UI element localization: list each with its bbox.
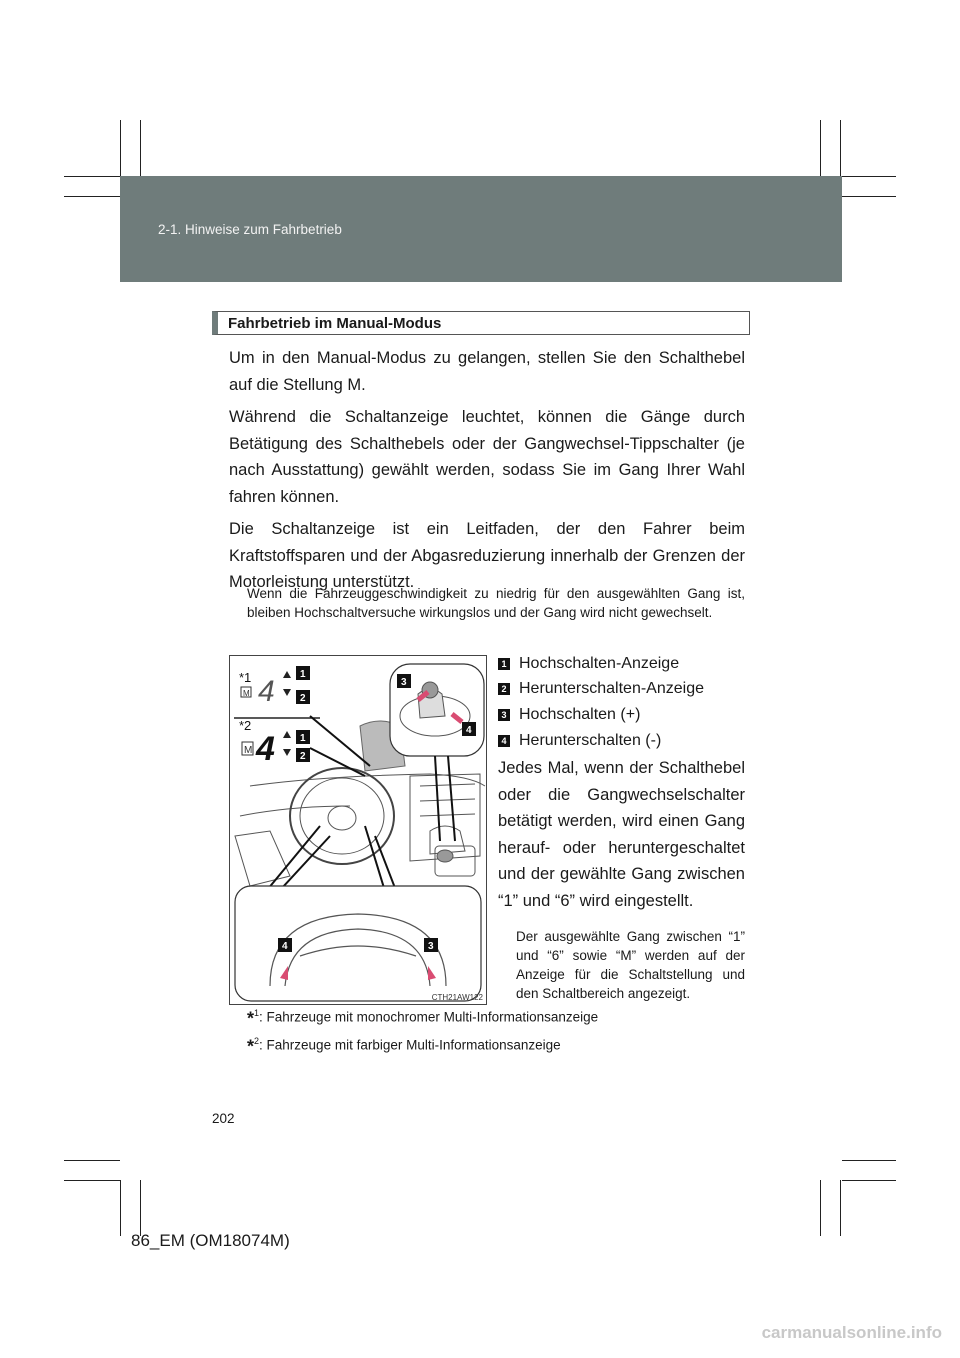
- section-header-band: [120, 176, 842, 282]
- shift-description: Jedes Mal, wenn der Schalthebel oder die Gangwechselschalter betätigt werden, wird einen Gang herauf- oder heruntergeschaltet und der gewählte Gang zwischen “1” und “6” wird eingestellt.: [498, 759, 745, 910]
- crop-mark: [64, 1160, 120, 1161]
- subsection-heading: [212, 311, 750, 335]
- callout-2-label: 2: [300, 693, 306, 704]
- watermark: carmanualsonline.info: [761, 1323, 942, 1342]
- callout-2-label: 2: [300, 751, 306, 762]
- footnote-sup: 1: [254, 1008, 260, 1018]
- callout-3-label: 3: [401, 677, 407, 688]
- callout-1-label: 1: [300, 733, 306, 744]
- footnote-symbol: *: [247, 1036, 255, 1057]
- footnote-text: : Fahrzeuge mit farbiger Multi-Informationsanzeige: [259, 1037, 561, 1053]
- crop-mark: [120, 120, 121, 176]
- legend-badge: 2: [498, 683, 510, 695]
- footnote-text: : Fahrzeuge mit monochromer Multi-Informationsanzeige: [259, 1009, 599, 1025]
- crop-mark: [840, 120, 841, 176]
- figure-code: CTH21AW122: [431, 993, 483, 1002]
- crop-mark: [64, 196, 120, 197]
- crop-mark: [120, 1180, 121, 1236]
- crop-mark: [140, 120, 141, 176]
- star-label-1: *1: [239, 670, 252, 685]
- crop-mark: [842, 1180, 896, 1181]
- shift-illustration: [229, 655, 487, 1005]
- legend-badge: 3: [498, 709, 510, 721]
- legend-item-1: [498, 652, 679, 676]
- footnote-1: [247, 1008, 598, 1030]
- legend-label: Hochschalten-Anzeige: [519, 655, 680, 672]
- section-title: 2-1. Hinweise zum Fahrbetrieb: [158, 222, 342, 237]
- crop-mark: [64, 1180, 120, 1181]
- legend-item-3: [498, 703, 640, 727]
- footnote-symbol: *: [247, 1008, 255, 1029]
- mode-label-color: M: [244, 745, 253, 756]
- page-number: 202: [212, 1111, 235, 1126]
- star-label-2: *2: [239, 718, 252, 733]
- crop-mark: [840, 1180, 841, 1236]
- paragraph-3: Die Schaltanzeige ist ein Leitfaden, der den Fahrer beim Kraftstoffsparen und der Abgasreduzierung innerhalb der Grenzen der Motorleistung unterstützt.: [229, 520, 745, 591]
- footnote-2: [247, 1036, 561, 1058]
- crop-mark: [140, 1180, 141, 1236]
- callout-4-label: 4: [282, 941, 288, 952]
- illustration-drawing: [230, 656, 487, 1005]
- gear-digit-color: 4: [256, 730, 275, 768]
- crop-mark: [842, 196, 896, 197]
- shift-display-note: Der ausgewählte Gang zwischen “1” und “6” sowie “M” werden auf der Anzeige für die Schaltstellung und den Schaltbereich angezeigt.: [516, 929, 745, 1001]
- heading-text: Fahrbetrieb im Manual-Modus: [228, 315, 442, 332]
- callout-1-label: 1: [300, 669, 306, 680]
- document-code: 86_EM (OM18074M): [131, 1231, 290, 1250]
- crop-mark: [820, 120, 821, 176]
- legend-badge: 1: [498, 658, 510, 670]
- gear-digit-mono: 4: [258, 675, 275, 708]
- paragraph-2: Während die Schaltanzeige leuchtet, können die Gänge durch Betätigung des Schalthebels oder der Gangwechsel-Tippschalter (je nach Ausstattung) gewählt werden, sodass Sie im Gang Ihrer Wahl fahren können.: [229, 408, 745, 506]
- legend-badge: 4: [498, 735, 510, 747]
- callout-3-label: 3: [428, 941, 434, 952]
- paragraph-1: Um in den Manual-Modus zu gelangen, stellen Sie den Schalthebel auf die Stellung M.: [229, 349, 745, 394]
- legend-label: Hochschalten (+): [519, 706, 641, 723]
- legend-label: Herunterschalten-Anzeige: [519, 680, 704, 697]
- note-paragraph: Wenn die Fahrzeuggeschwindigkeit zu niedrig für den ausgewählten Gang ist, bleiben Hochschaltversuche wirkungslos und der Gang wird nicht gewechselt.: [247, 586, 745, 620]
- crop-mark: [820, 1180, 821, 1236]
- legend-item-2: [498, 677, 704, 701]
- crop-mark: [842, 1160, 896, 1161]
- legend-item-4: [498, 729, 661, 753]
- mode-label-mono: M: [243, 689, 250, 698]
- callout-4-label: 4: [466, 725, 472, 736]
- footnote-sup: 2: [254, 1036, 260, 1046]
- crop-mark: [64, 176, 120, 177]
- legend-label: Herunterschalten (-): [519, 732, 662, 749]
- crop-mark: [842, 176, 896, 177]
